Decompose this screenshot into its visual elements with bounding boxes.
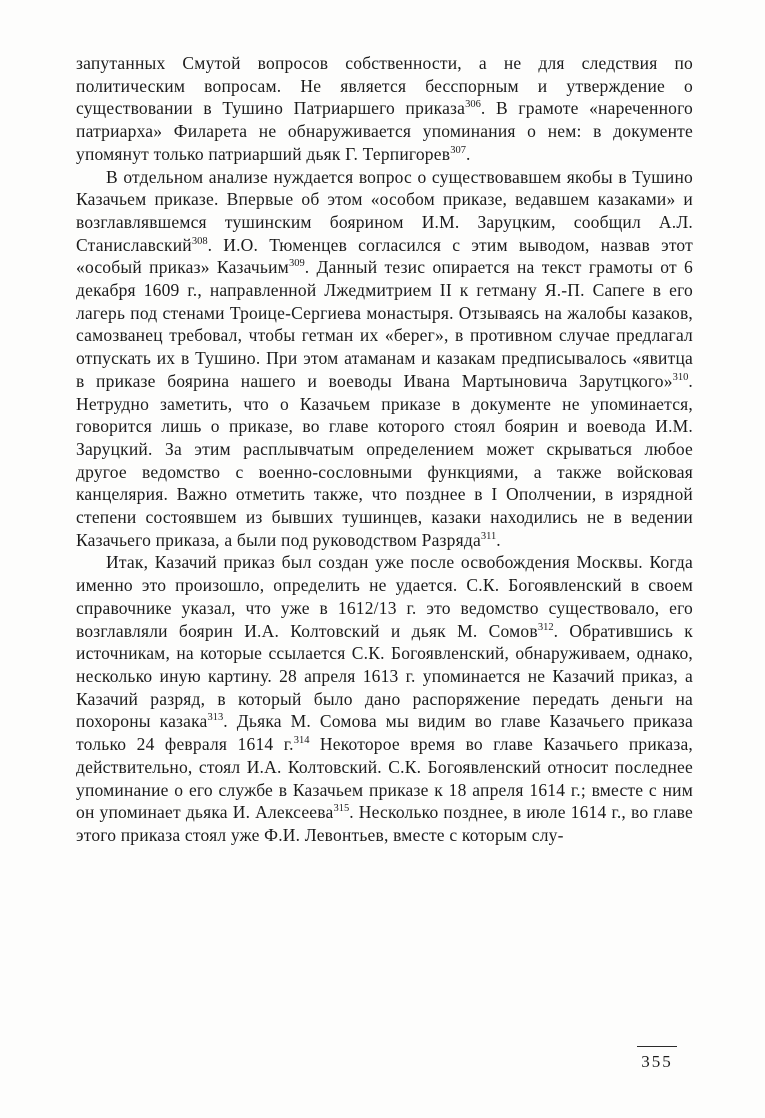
footnote-ref: 314 [293, 735, 310, 747]
paragraph: В отдельном анализе нуждается вопрос о существовавшем якобы в Тушино Казачьем приказе. Впервые об этом «особом приказе, ведавшем казаками» и возглавлявшемся тушинским боярином И.М. Заруцким, сообщил А.Л. Станиславский$^{308}$. И.О. Тюменцев согласился с этим выводом, назвав этот «особый приказ» Казачьим$^{309}$. Данный тезис опирается на текст грамоты от 6 декабря 1609 г., направленной Лжедмитрием II к гетману Я.-П. Сапеге в его лагерь под стенами Троице-Сергиева монастыря. Отзываясь на жалобы казаков, самозванец требовал, чтобы гетман их «берег», в противном случае предлагал отпускать их в Тушино. При этом атаманам и казакам предписывалось «явитца в приказе боярина нашего и воеводы Ивана Мартыновича Зарутцкого»$^{310}$. Нетрудно заметить, что о Казачьем приказе в документе не упоминается, говорится лишь о приказе, во главе которого стоял боярин и воевода И.М. Заруцкий. За этим расплывчатым определением может скрываться любое другое ведомство с военно-сословными функциями, а также войсковая канцелярия. Важно отметить также, что позднее в I Ополчении, в изрядной степени состоявшем из бывших тушинцев, казаки находились не в ведении Казачьего приказа, а были под руководством Разряда$^{311}$. [76, 166, 694, 550]
footnote-ref: 309 [288, 258, 305, 270]
footnote-ref: 310 [672, 372, 689, 384]
footnote-ref: 312 [537, 621, 554, 633]
footnote-ref: 315 [333, 803, 350, 815]
page-number: 355 [641, 1052, 673, 1071]
footnote-ref: 308 [191, 235, 208, 247]
page-footer [637, 1046, 677, 1072]
page-text [76, 52, 693, 847]
footnote-ref: 313 [207, 712, 224, 724]
paragraph: запутанных Смутой вопросов собственности, а не для следствия по политическим вопросам. Не является бесспорным и утверждение о существовании в Тушино Патриаршего приказа$^{306}$. В грамоте «нареченного патриарха» Филарета не обнаруживается упоминания о нем: в документе упомянут только патриарший дьяк Г. Терпигорев$^{307}$. [76, 53, 693, 164]
page-number-rule [637, 1046, 677, 1047]
paragraph: Итак, Казачий приказ был создан уже после освобождения Москвы. Когда именно это произошло, определить не удается. С.К. Богоявленский в своем справочнике указал, что уже в 1612/13 г. это ведомство существовало, его возглавляли боярин И.А. Колтовский и дьяк М. Сомов$^{312}$. Обратившись к источникам, на которые ссылается С.К. Богоявленский, обнаруживаем, однако, несколько иную картину. 28 апреля 1613 г. упоминается не Казачий приказ, а Казачий разряд, в который было дано распоряжение передать деньги на похороны казака$^{313}$. Дьяка М. Сомова мы видим во главе Казачьего приказа только 24 февраля 1614 г.$^{314}$ Некоторое время во главе Казачьего приказа, действительно, стоял И.А. Колтовский. С.К. Богоявленский относит последнее упоминание о его службе в Казачьем приказе к 18 апреля 1614 г.; вместе с ним он упоминает дьяка И. Алексеева$^{315}$. Несколько позднее, в июле 1614 г., во главе этого приказа стоял уже Ф.И. Левонтьев, вместе с которым слу- [76, 552, 693, 845]
footnote-ref: 307 [450, 144, 466, 156]
footnote-ref: 306 [465, 99, 481, 111]
footnote-ref: 311 [480, 530, 497, 542]
